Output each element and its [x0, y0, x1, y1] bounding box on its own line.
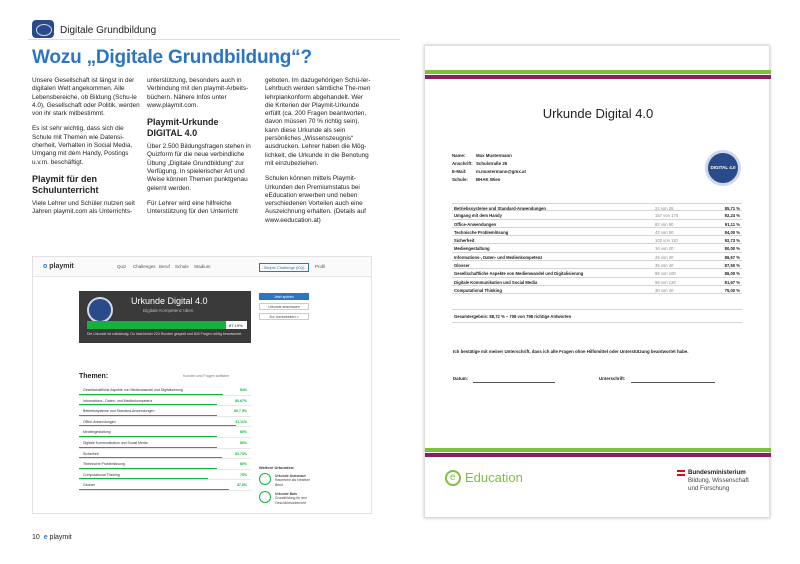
- page-footer: [32, 534, 72, 541]
- partner-item[interactable]: Urkunde Astronaut Raumfahrt als kreativer Beruf: [259, 473, 319, 487]
- info-email: E-Mail: m.mustermann@gmx.at: [452, 169, 526, 174]
- shot-menu-stadium[interactable]: Stadium: [194, 264, 211, 269]
- progress-label: 87.19%: [229, 322, 243, 328]
- progress-fill: [87, 321, 226, 329]
- shot-logo[interactable]: o playmit: [43, 263, 74, 270]
- green-stripe: [425, 448, 771, 452]
- theme-progress: [79, 468, 217, 469]
- ministry-line-2: Bildung, Wissenschaft: [688, 477, 749, 484]
- theme-row[interactable]: [79, 459, 251, 470]
- score-count: 30 von 40: [655, 287, 674, 293]
- theme-progress: [79, 415, 217, 416]
- shot-menu-challenges[interactable]: Challenges: [133, 264, 156, 269]
- theme-name: Digitale Kommunikation und Social Media: [83, 440, 148, 445]
- score-row: [452, 228, 742, 236]
- shot-card-note: Die Urkunde ist vollständig. Du hast bisher 224 Runden gespielt und 840 Fragen richtig beantwortet.: [87, 332, 243, 336]
- paragraph: Über 2.500 Bildungsfragen stehen in Quizform für die neue verbindliche Übung „Digitale Grundbildung“ zur Verfügung. In spielerischer Art und Weise können Themen punktgenau gelernt werden.: [147, 143, 251, 192]
- digital-badge-icon: [32, 20, 54, 38]
- shot-card-subtitle: Digitale Kompetenz üben: [143, 308, 194, 313]
- info-school: Schule: BHAK Wien: [452, 177, 501, 182]
- score-percent: 86,67 %: [724, 254, 740, 260]
- theme-name: Sicherheit: [83, 451, 99, 456]
- score-row: [452, 269, 742, 277]
- theme-name: Glosser: [83, 483, 96, 488]
- theme-row[interactable]: [79, 406, 251, 417]
- confirmation-text: Ich bestätige mit meiner Unterschrift, dass ich alle Fragen ohne Hilfsmittel oder Unterstützung beantwortet habe.: [453, 349, 689, 354]
- purple-stripe: [425, 453, 771, 457]
- score-row: [452, 203, 742, 211]
- score-count: 82 von 90: [655, 221, 674, 227]
- theme-row[interactable]: [79, 449, 251, 460]
- section-name: Digitale Grundbildung: [60, 25, 157, 36]
- theme-percent: 80%: [239, 440, 247, 445]
- score-percent: 80,00 %: [724, 246, 740, 252]
- theme-progress: [79, 394, 223, 395]
- score-topic: Mediengestaltung: [454, 246, 490, 252]
- score-topic: Informations-, Daten- und Medienkompetenz: [454, 254, 543, 260]
- score-count: 157 von 170: [655, 213, 679, 219]
- score-count: 16 von 20: [655, 246, 674, 252]
- theme-name: Betriebssysteme und Standard-Anwendungen: [83, 409, 155, 414]
- shot-navbar: [33, 257, 372, 277]
- theme-progress: [79, 447, 217, 448]
- score-count: 102 von 110: [655, 238, 678, 244]
- shot-challenge-button[interactable]: Simple Challenge (KQ): [259, 263, 309, 272]
- shot-card-title: Urkunde Digital 4.0: [131, 296, 208, 306]
- theme-percent: 80%: [239, 462, 247, 467]
- score-row: [452, 211, 742, 219]
- score-row: [452, 253, 742, 261]
- score-percent: 87,50 %: [724, 263, 740, 269]
- shot-menu-schule[interactable]: Schule: [175, 264, 189, 269]
- eeducation-logo-icon: [445, 470, 461, 486]
- paragraph: Es ist sehr wichtig, dass sich die Schule mit Themen wie Datensi-cherheit, Verhalten in Social Media, Umgang mit dem Handy, Postings u.v.m. beschäftigt.: [32, 125, 133, 166]
- green-stripe: [425, 70, 771, 74]
- shot-menu-quiz[interactable]: Quiz: [117, 264, 127, 269]
- partner-item[interactable]: Urkunde Bats Grundbildung für den Geschichtsunterricht: [259, 491, 319, 505]
- paragraph: unterstützung, besonders auch in Verbindung mit den playmit-Arbeits-büchern. Nähere Infos unter www.playmit.com.: [147, 77, 249, 109]
- eeducation-wordmark: Education: [465, 470, 523, 485]
- theme-progress: [79, 489, 229, 490]
- score-topic: Glosser: [454, 263, 470, 269]
- ministry-line-3: und Forschung: [688, 485, 730, 492]
- text-column-1: [32, 77, 140, 224]
- score-percent: 85,71 %: [724, 206, 740, 211]
- theme-name: Gesellschaftliche Aspekte von Medienwandel und Digitalisierung: [83, 388, 183, 392]
- theme-name: Mediengestaltung: [83, 430, 111, 435]
- theme-percent: 84%: [239, 388, 247, 392]
- score-percent: 81,67 %: [724, 279, 740, 285]
- playmit-screenshot: [32, 256, 372, 514]
- theme-row[interactable]: [79, 385, 251, 396]
- score-count: 42 von 50: [655, 229, 674, 235]
- purple-stripe: [425, 75, 771, 79]
- score-table: [452, 203, 742, 294]
- text-column-2: [147, 77, 255, 224]
- shot-certificate-card: [79, 291, 251, 343]
- total-result: Gesamtergebnis: 88,72 % – 708 von 798 richtige Antworten: [452, 309, 742, 323]
- austria-flag-icon: [677, 470, 685, 476]
- score-percent: 92,24 %: [724, 213, 740, 219]
- score-topic: Office-Anwendungen: [454, 221, 497, 227]
- ministry-line-1: Bundesministerium: [688, 469, 746, 476]
- subheading: Playmit-Urkunde DIGITAL 4.0: [147, 117, 219, 139]
- score-percent: 84,00 %: [724, 229, 740, 235]
- info-name: Name: Max Mustermann: [452, 153, 512, 158]
- score-percent: 92,73 %: [724, 238, 740, 244]
- theme-progress: [79, 457, 222, 458]
- shot-menu-beruf[interactable]: Beruf: [159, 264, 170, 269]
- theme-name: Informations-, Daten- und Medienkompetenz: [83, 398, 153, 403]
- score-topic: Gesellschaftliche Aspekte von Medienwandel und Digitalisierung: [454, 271, 584, 277]
- theme-percent: 75%: [239, 472, 247, 477]
- theme-name: Office-Anwendungen: [83, 419, 116, 424]
- theme-row[interactable]: [79, 427, 251, 438]
- theme-name: Technische Problemlösung: [83, 462, 125, 467]
- theme-percent: 87.5%: [237, 483, 247, 488]
- signature-line: [631, 382, 715, 383]
- paragraph: Viele Lehrer und Schüler nutzen seit Jahren playmit.com als Unterrichts-: [32, 199, 135, 216]
- paragraph: geboten. Im dazugehörigen Schü-ler-Lehrbuch werden sämtliche The-men lehrplankonform abgehandelt. Wer die Kriterien der Playmit-Urkunde erfüllt (ca. 200 Fragen beantworten, davon müssen 70 % richtig sein), kann diese Urkunde als sein persönliches „Wissenszeugnis“ ausdrucken. Lehrer haben die Mög-lichkeit, die Urkunde in die Benotung mit einzubeziehen.: [265, 77, 371, 167]
- score-topic: Digitale Kommunikation und Social Media: [454, 279, 538, 285]
- score-row: [452, 261, 742, 269]
- date-label: Datum:: [453, 376, 469, 381]
- themes-list: [79, 385, 251, 491]
- theme-row[interactable]: [79, 470, 251, 481]
- theme-progress: [79, 436, 217, 437]
- theme-progress: [79, 478, 208, 479]
- certificate: [424, 45, 770, 518]
- score-topic: Technische Problemlösung: [454, 229, 509, 235]
- subheading: Playmit für den Schulunterricht: [32, 173, 99, 195]
- brand-mark-icon: e: [43, 534, 48, 541]
- paragraph: Schulen können mittels Playmit-Urkunden den Premiumstatus bei eEducation erwerben und neben verschiedenen Vorteilen auch eine Auszeichnung erhalten. (Details auf www.eeducation.at): [265, 175, 366, 224]
- view-certificate-button[interactable]: Urkunde anschauen: [259, 303, 309, 310]
- theme-percent: 80.67%: [235, 398, 247, 403]
- score-topic: Computational Thinking: [454, 287, 502, 293]
- shot-profile-link[interactable]: Profil: [315, 264, 326, 269]
- theme-row[interactable]: [79, 438, 251, 449]
- paragraph: Für Lehrer wird eine hilfreiche Unterstützung für den Unterricht: [147, 199, 238, 216]
- score-row: [452, 236, 742, 244]
- date-line: [473, 382, 555, 383]
- score-row: [452, 278, 742, 286]
- score-count: 86 von 100: [655, 271, 676, 277]
- score-percent: 91,11 %: [724, 221, 740, 227]
- theme-progress: [79, 425, 236, 426]
- partner-badge-icon: [259, 473, 271, 485]
- score-topic: Sicherheit: [454, 238, 475, 244]
- score-topic: Betriebssysteme und Standard-Anwendungen: [454, 206, 546, 211]
- score-percent: 75,00 %: [724, 287, 740, 293]
- signature-label: Unterschrift:: [599, 376, 626, 381]
- score-count: 26 von 30: [655, 254, 674, 260]
- brand-name: playmit: [49, 534, 72, 541]
- partner-badge-icon: [259, 491, 271, 503]
- score-row: [452, 244, 742, 252]
- theme-percent: 80%: [239, 430, 247, 435]
- theme-row[interactable]: [79, 480, 251, 491]
- score-row: [452, 286, 742, 294]
- page-number: 10: [32, 534, 40, 541]
- certificate-title: Urkunde Digital 4.0: [542, 106, 654, 121]
- score-percent: 86,00 %: [724, 271, 740, 277]
- score-count: 35 von 40: [655, 263, 674, 269]
- partners-title: Weitere Urkunden:: [259, 465, 295, 470]
- text-column-3: [265, 77, 373, 232]
- info-address: Anschrift: Schulstraße 25: [452, 161, 508, 166]
- play-now-button[interactable]: Jetzt spielen: [259, 293, 309, 300]
- theme-row[interactable]: [79, 396, 251, 407]
- score-topic: Umgang mit dem Handy: [454, 213, 502, 219]
- themes-title: Themen:: [79, 373, 109, 380]
- paragraph: Unsere Gesellschaft ist längst in der digitalen Welt angekommen. Alle Lebensbereiche, ob Bildung (Schu-le 4.0), Gesellschaft oder Politik, werden von ihr stark mitbestimmt.: [32, 77, 140, 118]
- theme-name: Computational Thinking: [83, 472, 120, 477]
- theme-percent: 80.7 5%: [234, 409, 247, 414]
- sort-link[interactable]: Kunden und Fragen auflisten: [183, 374, 230, 378]
- score-count: 24 von 28: [655, 206, 674, 211]
- more-button[interactable]: Zur Jurrkweekert >: [259, 313, 309, 320]
- theme-percent: 91.11%: [235, 419, 247, 424]
- theme-percent: 82.73%: [235, 451, 247, 456]
- theme-progress: [79, 404, 217, 405]
- theme-row[interactable]: [79, 417, 251, 428]
- page-title: Wozu „Digitale Grundbildung“?: [32, 47, 312, 68]
- certificate-seal-icon: DIGITAL 4.0: [705, 150, 741, 186]
- score-count: 98 von 120: [655, 279, 676, 285]
- score-row: [452, 220, 742, 228]
- certificate-seal-icon: [87, 297, 113, 323]
